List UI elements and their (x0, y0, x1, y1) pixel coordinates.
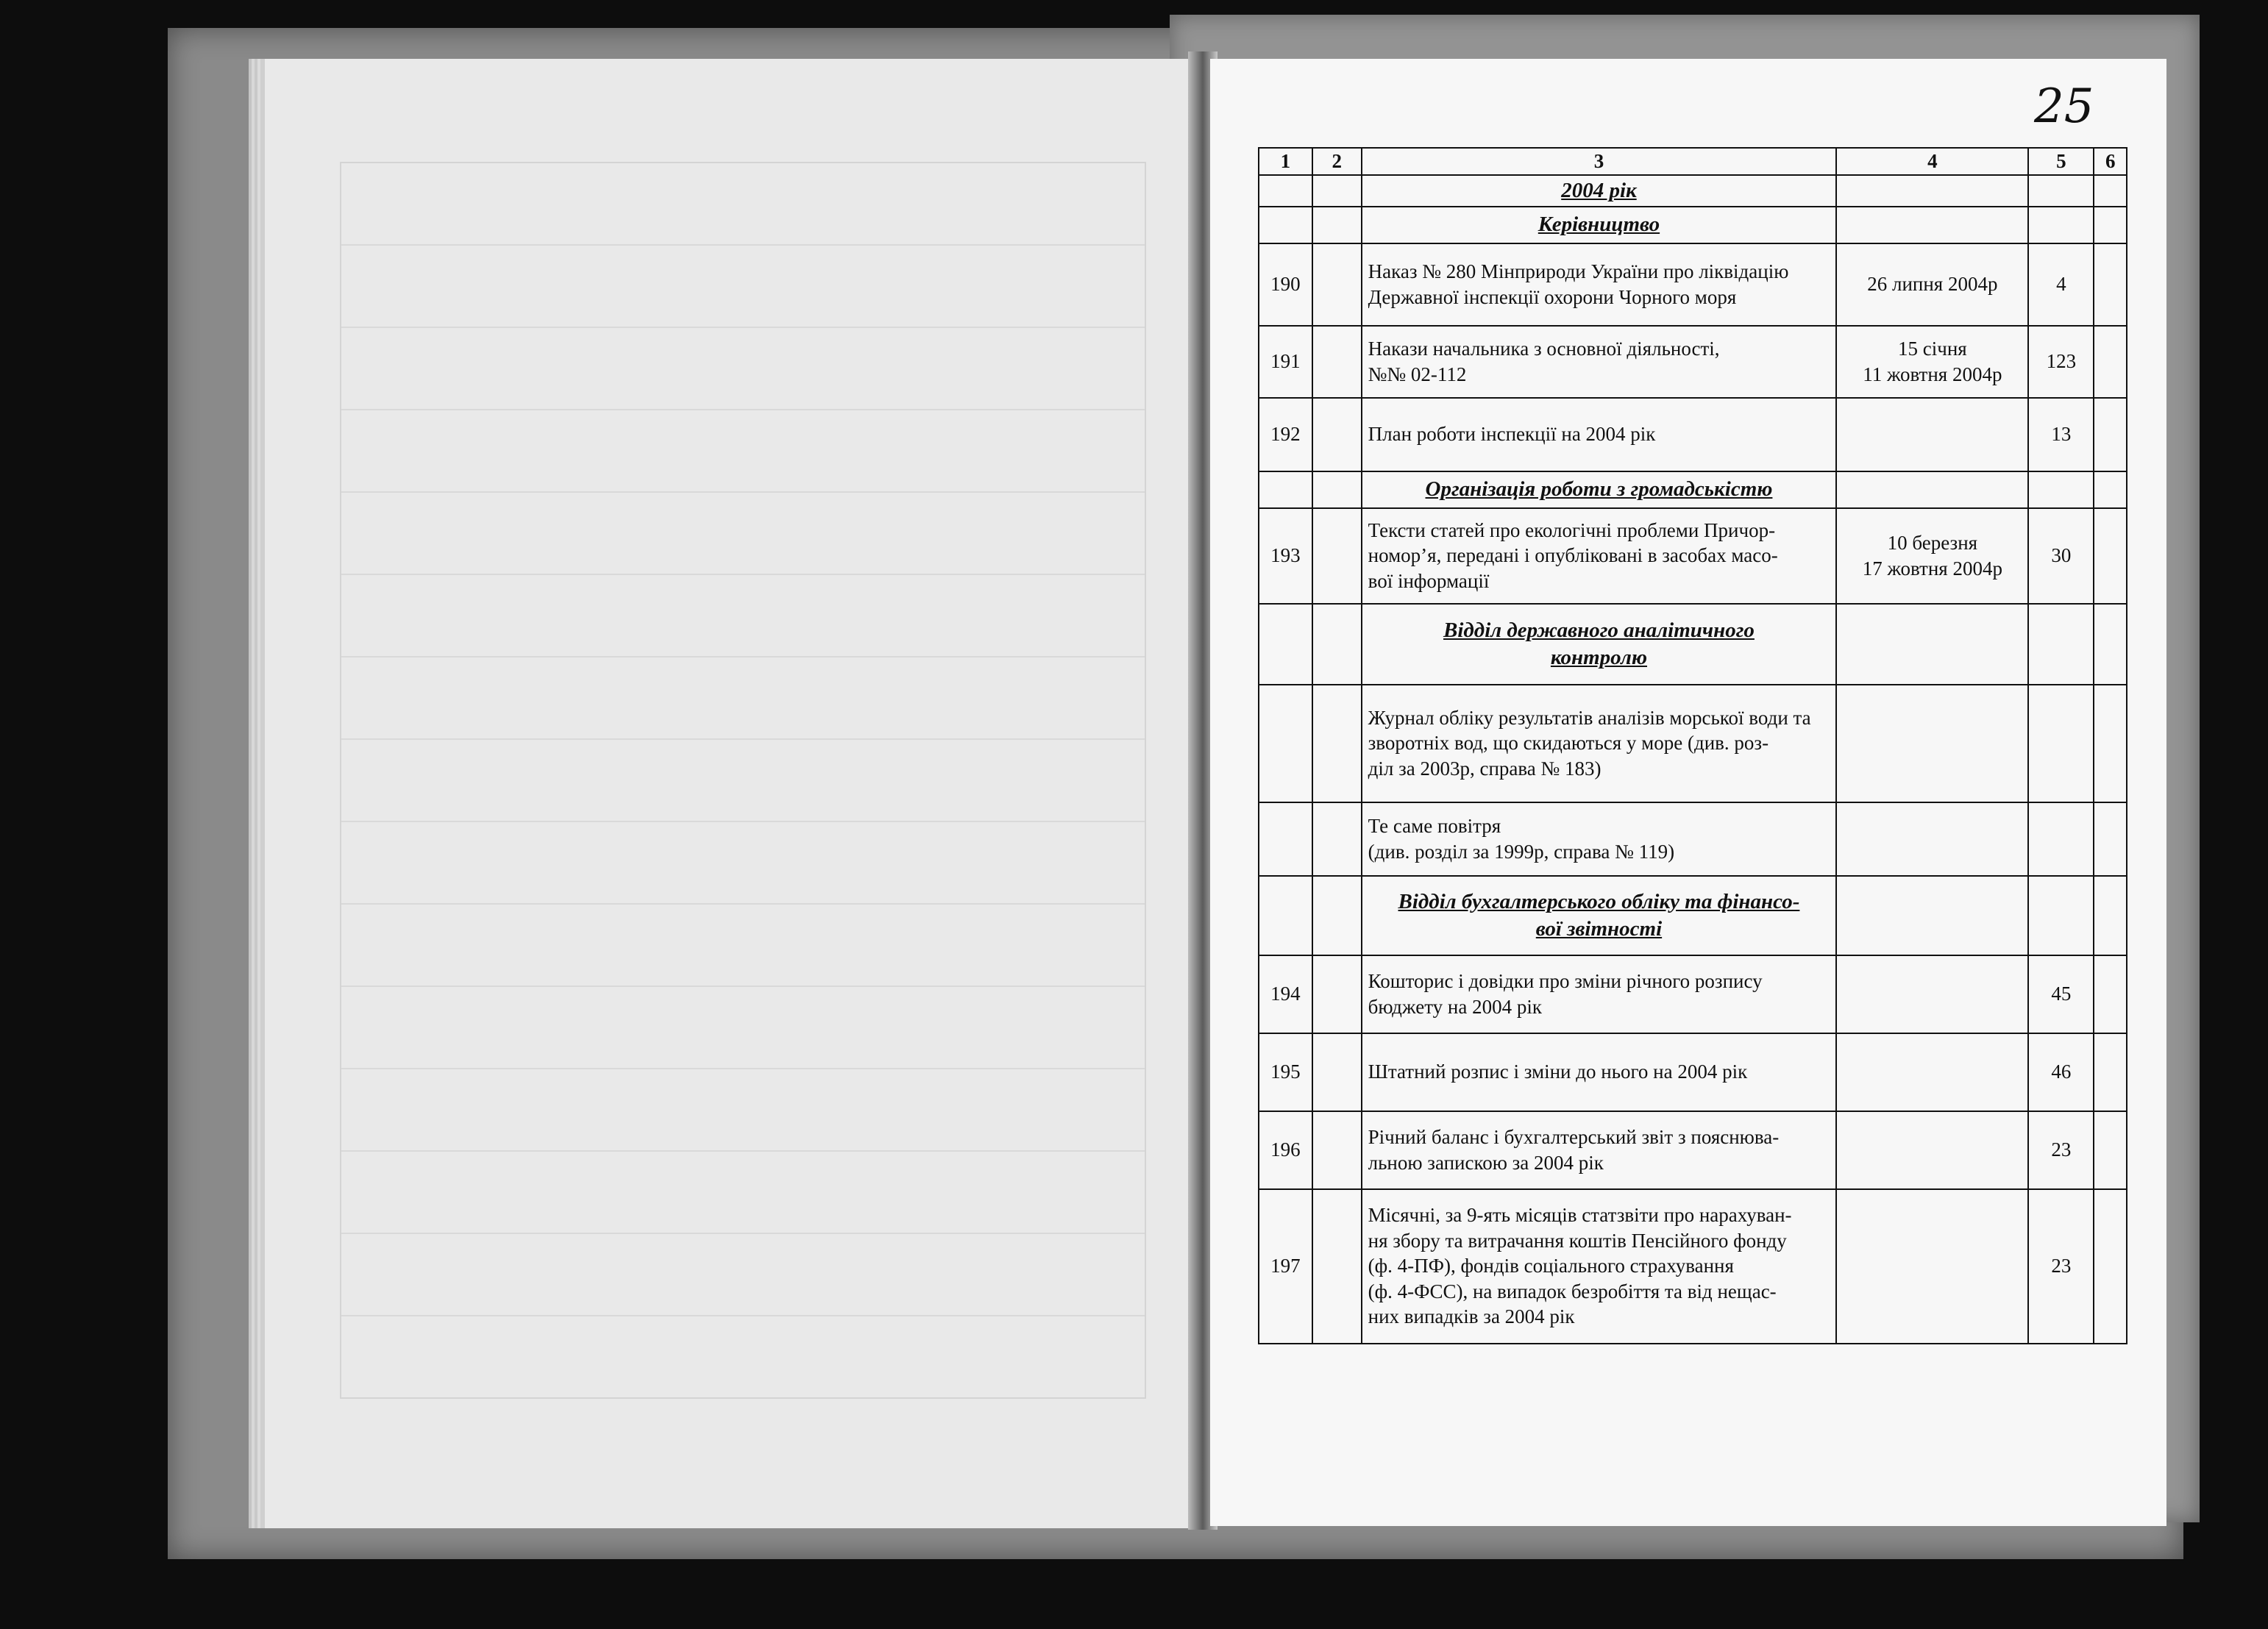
notes-cell (2094, 955, 2127, 1033)
register-body (1259, 175, 2127, 1344)
table-row (1259, 398, 2127, 471)
date-cell: 15 січня 11 жовтня 2004р (1836, 326, 2028, 398)
date-cell (1836, 398, 2028, 471)
folio-number: 25 (2034, 79, 2094, 134)
column-header: 1 (1259, 148, 1312, 175)
sheets-count-cell (2028, 876, 2094, 955)
notes-cell (2094, 508, 2127, 604)
notes-cell (2094, 685, 2127, 802)
date-cell (1836, 955, 2028, 1033)
left-page (265, 59, 1199, 1528)
date-cell (1836, 685, 2028, 802)
column-2-cell (1312, 207, 1362, 243)
case-number-cell (1259, 604, 1312, 685)
case-number-cell (1259, 471, 1312, 508)
case-number-cell (1259, 685, 1312, 802)
notes-cell (2094, 471, 2127, 508)
column-header: 5 (2028, 148, 2094, 175)
table-row (1259, 955, 2127, 1033)
notes-cell (2094, 802, 2127, 876)
section-row (1259, 604, 2127, 685)
case-title-cell: Річний баланс і бухгалтерський звіт з пояснюва- льною запискою за 2004 рік (1362, 1111, 1837, 1189)
notes-cell (2094, 207, 2127, 243)
bleed-through-table (340, 162, 1146, 1399)
case-number-cell (1259, 207, 1312, 243)
case-number-cell: 193 (1259, 508, 1312, 604)
column-2-cell (1312, 243, 1362, 326)
notes-cell (2094, 1111, 2127, 1189)
section-heading: Керівництво (1362, 207, 1837, 243)
section-heading: Відділ бухгалтерського обліку та фінансо- вої звітності (1362, 876, 1837, 955)
case-number-cell: 196 (1259, 1111, 1312, 1189)
case-title-cell: Наказ № 280 Мінприроди України про ліквідацію Державної інспекції охорони Чорного моря (1362, 243, 1837, 326)
section-row (1259, 175, 2127, 207)
sheets-count-cell: 4 (2028, 243, 2094, 326)
case-number-cell: 194 (1259, 955, 1312, 1033)
column-2-cell (1312, 1189, 1362, 1344)
date-cell: 10 березня 17 жовтня 2004р (1836, 508, 2028, 604)
case-title-cell: Штатний розпис і зміни до нього на 2004 рік (1362, 1033, 1837, 1111)
table-row (1259, 508, 2127, 604)
case-title-cell: Тексти статей про екологічні проблеми Причор- номор’я, передані і опубліковані в засобах масо- вої інформації (1362, 508, 1837, 604)
table-row (1259, 326, 2127, 398)
case-title-cell: Накази начальника з основної діяльності, №№ 02-112 (1362, 326, 1837, 398)
sheets-count-cell (2028, 685, 2094, 802)
case-title-cell: Кошторис і довідки про зміни річного розпису бюджету на 2004 рік (1362, 955, 1837, 1033)
date-cell (1836, 1033, 2028, 1111)
section-heading: Організація роботи з громадськістю (1362, 471, 1837, 508)
sheets-count-cell: 13 (2028, 398, 2094, 471)
notes-cell (2094, 876, 2127, 955)
section-heading: 2004 рік (1362, 175, 1837, 207)
header-row (1259, 148, 2127, 175)
column-2-cell (1312, 802, 1362, 876)
date-cell (1836, 471, 2028, 508)
case-number-cell (1259, 876, 1312, 955)
table-row (1259, 243, 2127, 326)
column-2-cell (1312, 508, 1362, 604)
date-cell (1836, 1189, 2028, 1344)
table-row (1259, 1189, 2127, 1344)
sheets-count-cell (2028, 175, 2094, 207)
date-cell (1836, 876, 2028, 955)
sheets-count-cell: 45 (2028, 955, 2094, 1033)
sheets-count-cell: 23 (2028, 1111, 2094, 1189)
table-row (1259, 1033, 2127, 1111)
case-number-cell: 190 (1259, 243, 1312, 326)
sheets-count-cell: 46 (2028, 1033, 2094, 1111)
notes-cell (2094, 1033, 2127, 1111)
table-row (1259, 685, 2127, 802)
sheets-count-cell: 30 (2028, 508, 2094, 604)
column-2-cell (1312, 1111, 1362, 1189)
section-heading: Відділ державного аналітичного контролю (1362, 604, 1837, 685)
case-number-cell: 195 (1259, 1033, 1312, 1111)
case-title-cell: Журнал обліку результатів аналізів морської води та зворотніх вод, що скидаються у море (див. роз- діл за 2003р, справа № 183) (1362, 685, 1837, 802)
sheets-count-cell: 23 (2028, 1189, 2094, 1344)
table-row (1259, 802, 2127, 876)
column-2-cell (1312, 876, 1362, 955)
column-header: 4 (1836, 148, 2028, 175)
case-number-cell: 192 (1259, 398, 1312, 471)
date-cell (1836, 604, 2028, 685)
column-2-cell (1312, 175, 1362, 207)
table-row (1259, 1111, 2127, 1189)
case-number-cell (1259, 802, 1312, 876)
case-number-cell (1259, 175, 1312, 207)
date-cell (1836, 207, 2028, 243)
case-number-cell: 191 (1259, 326, 1312, 398)
sheets-count-cell (2028, 802, 2094, 876)
column-header: 3 (1362, 148, 1837, 175)
notes-cell (2094, 326, 2127, 398)
section-row (1259, 876, 2127, 955)
case-title-cell: План роботи інспекції на 2004 рік (1362, 398, 1837, 471)
column-2-cell (1312, 1033, 1362, 1111)
sheets-count-cell (2028, 604, 2094, 685)
column-2-cell (1312, 604, 1362, 685)
column-2-cell (1312, 955, 1362, 1033)
column-2-cell (1312, 471, 1362, 508)
date-cell: 26 липня 2004р (1836, 243, 2028, 326)
sheets-count-cell (2028, 471, 2094, 508)
notes-cell (2094, 1189, 2127, 1344)
notes-cell (2094, 604, 2127, 685)
column-header: 6 (2094, 148, 2127, 175)
sheets-count-cell: 123 (2028, 326, 2094, 398)
date-cell (1836, 175, 2028, 207)
date-cell (1836, 1111, 2028, 1189)
column-2-cell (1312, 326, 1362, 398)
notes-cell (2094, 243, 2127, 326)
column-2-cell (1312, 398, 1362, 471)
register-table (1258, 147, 2127, 1344)
notes-cell (2094, 398, 2127, 471)
case-title-cell: Місячні, за 9-ять місяців статзвіти про нарахуван- ня збору та витрачання коштів Пенсійного фонду (ф. 4-ПФ), фондів соціального страхування (ф. 4-ФСС), на випадок безробіття та від нещас- них випадків за 2004 рік (1362, 1189, 1837, 1344)
case-title-cell: Те саме повітря (див. розділ за 1999р, справа № 119) (1362, 802, 1837, 876)
date-cell (1836, 802, 2028, 876)
case-number-cell: 197 (1259, 1189, 1312, 1344)
section-row (1259, 471, 2127, 508)
section-row (1259, 207, 2127, 243)
column-2-cell (1312, 685, 1362, 802)
column-header: 2 (1312, 148, 1362, 175)
notes-cell (2094, 175, 2127, 207)
sheets-count-cell (2028, 207, 2094, 243)
